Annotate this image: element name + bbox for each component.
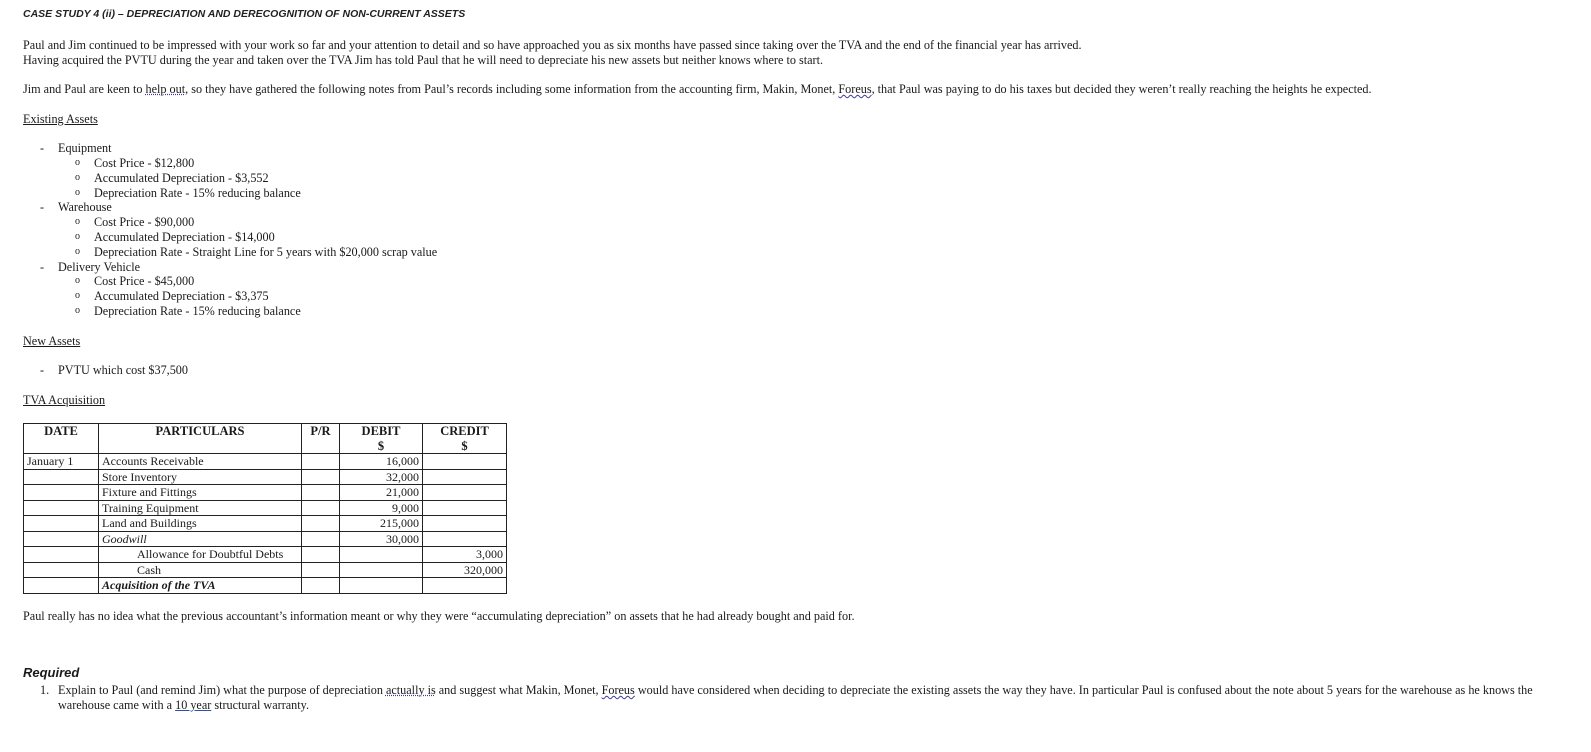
asset-detail: Cost Price - $45,000 <box>94 274 195 288</box>
circle-bullet-icon: o <box>75 246 80 257</box>
ten-year-text: 10 year <box>175 698 212 712</box>
asset-detail: Depreciation Rate - 15% reducing balance <box>94 186 301 200</box>
asset-name-delivery-vehicle: Delivery Vehicle <box>58 260 141 274</box>
table-row: Store Inventory 32,000 <box>24 469 507 485</box>
col-header-debit: DEBIT <box>340 424 423 439</box>
question-1-line-2: warehouse came with a 10 year structural warranty. <box>58 698 309 712</box>
page-title: CASE STUDY 4 (ii) – DEPRECIATION AND DERECOGNITION OF NON-CURRENT ASSETS <box>23 8 466 20</box>
table-row: Land and Buildings 215,000 <box>24 516 507 532</box>
new-asset-item: PVTU which cost $37,500 <box>58 363 188 377</box>
table-row: January 1 Accounts Receivable 16,000 <box>24 454 507 470</box>
col-header-credit: CREDIT <box>423 424 507 439</box>
required-heading: Required <box>23 665 80 680</box>
table-row: Training Equipment 9,000 <box>24 500 507 516</box>
asset-detail: Accumulated Depreciation - $14,000 <box>94 230 275 244</box>
credit-unit: $ <box>423 439 507 454</box>
circle-bullet-icon: o <box>75 157 80 168</box>
closing-paragraph: Paul really has no idea what the previous accountant’s information meant or why they were “accumulating depreciation” on assets that he had already bought and paid for. <box>23 609 855 623</box>
question-1-line-1: Explain to Paul (and remind Jim) what the purpose of depreciation actually is and suggest what Makin, Monet, Foreus would have considered when deciding to depreciate the existing assets the way they have. In particular Paul is confused about the note about 5 years for the warehouse as he knows the <box>58 683 1533 697</box>
debit-unit: $ <box>340 439 423 454</box>
dash-bullet: - <box>40 363 45 377</box>
dash-bullet: - <box>40 200 45 214</box>
tva-acquisition-heading: TVA Acquisition <box>23 393 106 407</box>
circle-bullet-icon: o <box>75 305 80 316</box>
new-assets-heading: New Assets <box>23 334 81 348</box>
table-row: Fixture and Fittings 21,000 <box>24 485 507 501</box>
actually-is-text: actually is <box>385 683 436 697</box>
foreus-text: Foreus <box>838 82 872 96</box>
dash-bullet: - <box>40 141 45 155</box>
circle-bullet-icon: o <box>75 290 80 301</box>
circle-bullet-icon: o <box>75 275 80 286</box>
help-out-text: help out <box>145 82 186 96</box>
asset-name-warehouse: Warehouse <box>58 200 112 214</box>
asset-detail: Accumulated Depreciation - $3,375 <box>94 289 269 303</box>
question-number: 1. <box>40 683 50 697</box>
asset-detail: Depreciation Rate - Straight Line for 5 years with $20,000 scrap value <box>94 245 438 259</box>
notes-paragraph: Jim and Paul are keen to help out, so they have gathered the following notes from Paul’s records including some information from the accounting firm, Makin, Monet, Foreus, that Paul was paying to do his taxes but decided they weren’t really reaching the heights he expected. <box>23 82 1372 96</box>
circle-bullet-icon: o <box>75 216 80 227</box>
table-row: Cash 320,000 <box>24 562 507 578</box>
intro-line-2: Having acquired the PVTU during the year and taken over the TVA Jim has told Paul that he will need to depreciate his new assets but neither knows where to start. <box>23 53 823 67</box>
asset-detail: Depreciation Rate - 15% reducing balance <box>94 304 301 318</box>
circle-bullet-icon: o <box>75 231 80 242</box>
intro-line-1: Paul and Jim continued to be impressed with your work so far and your attention to detail and so have approached you as six months have passed since taking over the TVA and the end of the financial year has arrived. <box>23 38 1082 52</box>
circle-bullet-icon: o <box>75 172 80 183</box>
col-header-pr: P/R <box>302 424 340 454</box>
col-header-date: DATE <box>24 424 99 454</box>
asset-name-equipment: Equipment <box>58 141 112 155</box>
asset-detail: Cost Price - $90,000 <box>94 215 195 229</box>
col-header-particulars: PARTICULARS <box>99 424 302 454</box>
circle-bullet-icon: o <box>75 187 80 198</box>
existing-assets-heading: Existing Assets <box>23 112 98 126</box>
foreus-text: Foreus <box>601 683 635 697</box>
asset-detail: Accumulated Depreciation - $3,552 <box>94 171 269 185</box>
table-row: Goodwill 30,000 <box>24 531 507 547</box>
asset-detail: Cost Price - $12,800 <box>94 156 195 170</box>
table-row: Allowance for Doubtful Debts 3,000 <box>24 547 507 563</box>
dash-bullet: - <box>40 260 45 274</box>
table-row: Acquisition of the TVA <box>24 578 507 594</box>
journal-table <box>23 423 507 594</box>
